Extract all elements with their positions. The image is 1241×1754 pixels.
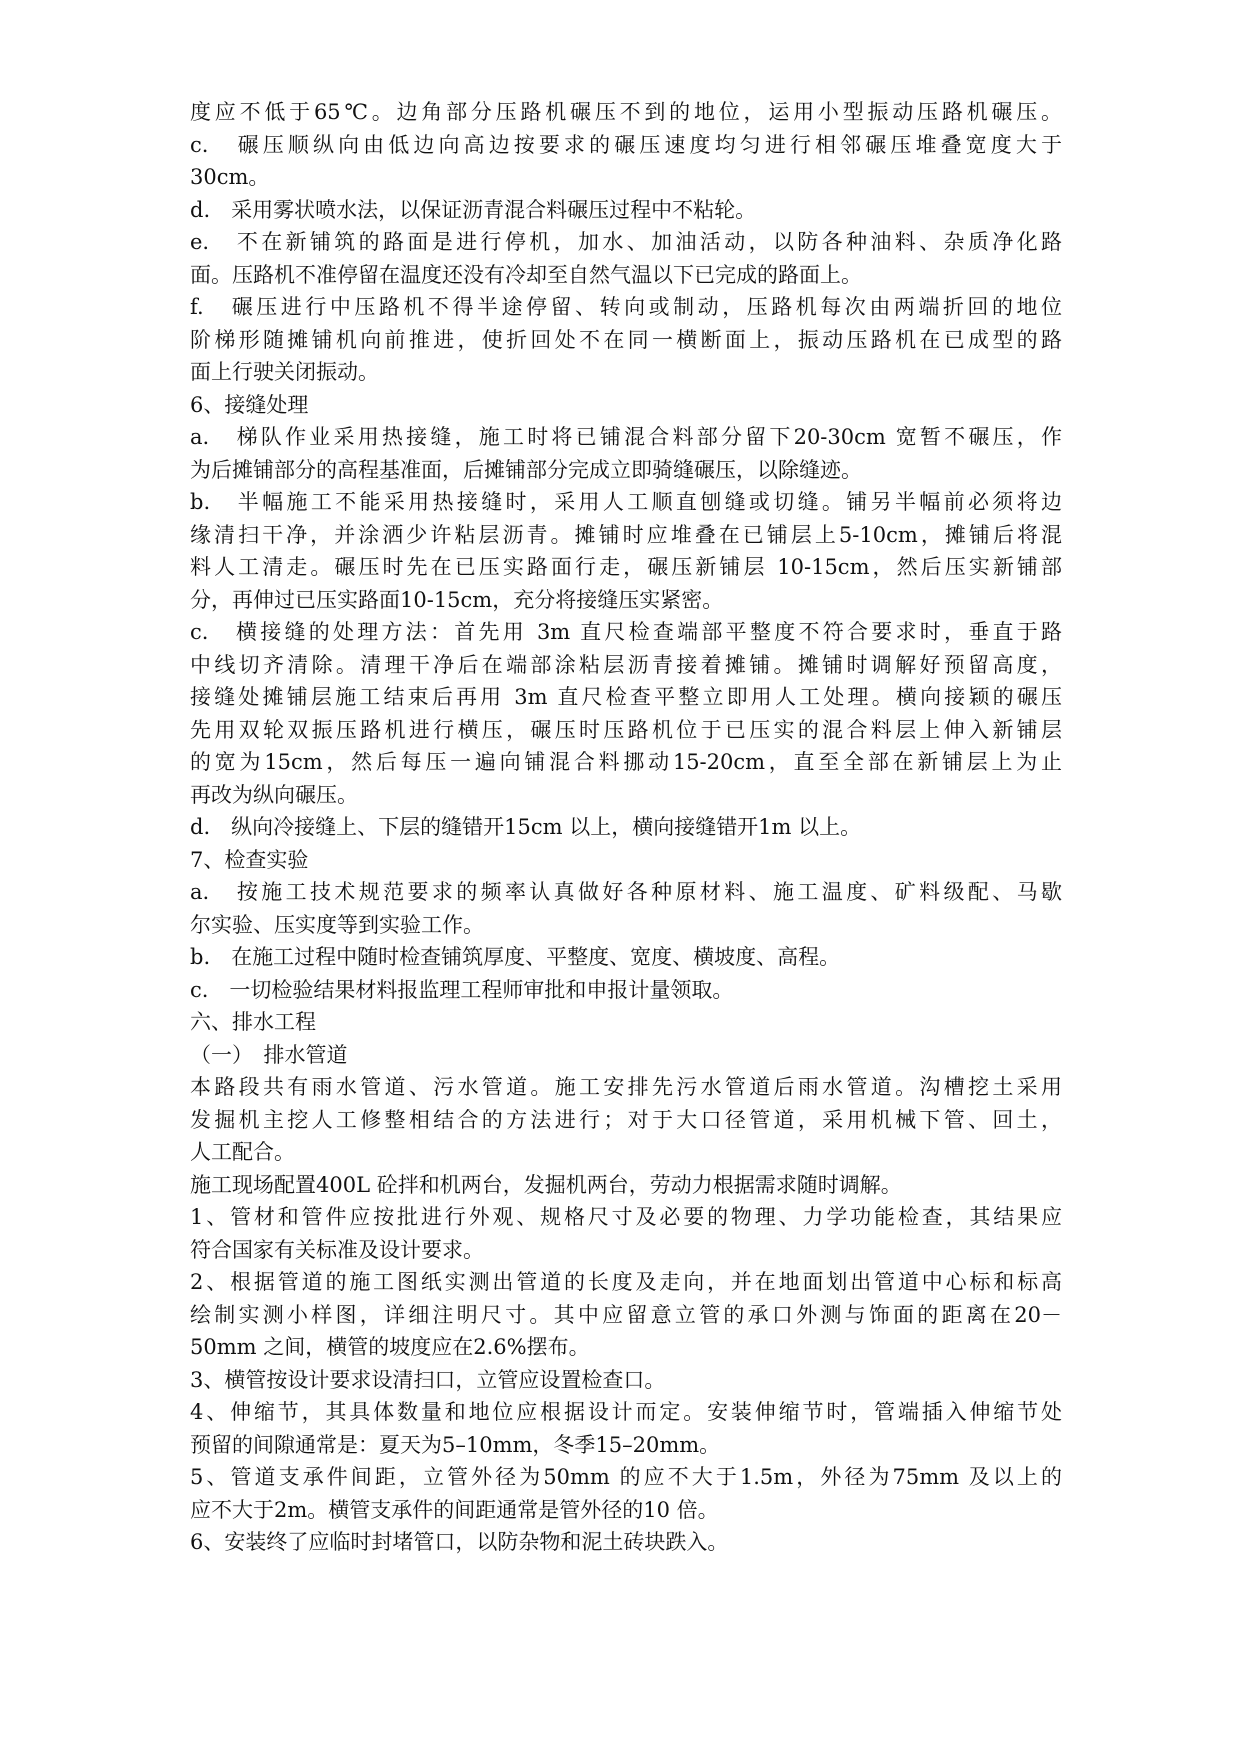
text-line: 发掘机主挖人工修整相结合的方法进行；对于大口径管道，采用机械下管、回土，	[190, 1107, 1062, 1132]
document-body	[190, 96, 1062, 1559]
text-line: e. 不在新铺筑的路面是进行停机，加水、加油活动，以防各种油料、杂质净化路	[190, 230, 1062, 254]
text-line: 的宽为15cm，然后每压一遍向铺混合料挪动15-20cm，直至全部在新铺层上为止	[190, 750, 1062, 774]
text-line: 本路段共有雨水管道、污水管道。施工安排先污水管道后雨水管道。沟槽挖土采用	[190, 1075, 1062, 1099]
text-line: 2、根据管道的施工图纸实测出管道的长度及走向，并在地面划出管道中心标和标高	[190, 1270, 1062, 1294]
text-line: 符合国家有关标准及设计要求。	[190, 1237, 484, 1262]
text-line: 30cm。	[190, 165, 270, 189]
text-line: d. 纵向冷接缝上、下层的缝错开15cm 以上，横向接缝错开1m 以上。	[190, 815, 862, 839]
text-line: 面上行驶关闭振动。	[190, 360, 379, 384]
text-line: f. 碾压进行中压路机不得半途停留、转向或制动，压路机每次由两端折回的地位	[190, 295, 1062, 319]
text-line: c. 一切检验结果材料报监理工程师审批和申报计量领取。	[190, 977, 734, 1002]
chapter-heading: 六、排水工程	[190, 1010, 316, 1034]
text-line: a. 按施工技术规范要求的频率认真做好各种原材料、施工温度、矿料级配、马歇	[190, 880, 1062, 904]
subsection-heading: （一） 排水管道	[190, 1042, 348, 1067]
text-line: 料人工清走。碾压时先在已压实路面行走，碾压新铺层 10-15cm，然后压实新铺部	[190, 555, 1062, 579]
text-line: 尔实验、压实度等到实验工作。	[190, 912, 484, 937]
text-line: 1、管材和管件应按批进行外观、规格尺寸及必要的物理、力学功能检查，其结果应	[190, 1205, 1062, 1229]
text-line: 分，再伸过已压实路面10-15cm，充分将接缝压实紧密。	[190, 587, 724, 612]
text-line: 度应不低于65℃。边角部分压路机碾压不到的地位，运用小型振动压路机碾压。	[190, 100, 1062, 124]
text-line: 3、横管按设计要求设清扫口，立管应设置检查口。	[190, 1367, 666, 1392]
text-line: 绘制实测小样图，详细注明尺寸。其中应留意立管的承口外测与饰面的距离在20－	[190, 1302, 1062, 1327]
text-line: 再改为纵向碾压。	[190, 782, 358, 807]
text-line: 面。压路机不准停留在温度还没有冷却至自然气温以下已完成的路面上。	[190, 262, 862, 287]
text-line: 阶梯形随摊铺机向前推进，使折回处不在同一横断面上，振动压路机在已成型的路	[190, 327, 1062, 352]
section-heading: 6、接缝处理	[190, 392, 309, 417]
text-line: c. 碾压顺纵向由低边向高边按要求的碾压速度均匀进行相邻碾压堆叠宽度大于	[190, 132, 1062, 157]
text-line: 施工现场配置400L 砼拌和机两台，发掘机两台，劳动力根据需求随时调解。	[190, 1172, 902, 1197]
text-line: 中线切齐清除。清理干净后在端部涂粘层沥青接着摊铺。摊铺时调解好预留高度，	[190, 652, 1062, 677]
text-line: 缘清扫干净，并涂洒少许粘层沥青。摊铺时应堆叠在已铺层上5-10cm，摊铺后将混	[190, 522, 1062, 547]
text-line: 预留的间隙通常是：夏天为5–10mm，冬季15–20mm。	[190, 1432, 721, 1457]
text-line: c. 横接缝的处理方法：首先用 3m 直尺检查端部平整度不符合要求时，垂直于路	[190, 620, 1062, 644]
text-line: 为后摊铺部分的高程基准面，后摊铺部分完成立即骑缝碾压，以除缝迹。	[190, 457, 862, 482]
text-line: b. 半幅施工不能采用热接缝时，采用人工顺直刨缝或切缝。铺另半幅前必须将边	[190, 490, 1062, 514]
text-line: 先用双轮双振压路机进行横压，碾压时压路机位于已压实的混合料层上伸入新铺层	[190, 717, 1062, 742]
section-heading: 7、检查实验	[190, 847, 309, 872]
text-line: 4、伸缩节，其具体数量和地位应根据设计而定。安装伸缩节时，管端插入伸缩节处	[190, 1400, 1062, 1424]
text-line: 接缝处摊铺层施工结束后再用 3m 直尺检查平整立即用人工处理。横向接颖的碾压	[190, 685, 1062, 709]
text-line: 应不大于2m。横管支承件的间距通常是管外径的10 倍。	[190, 1497, 719, 1522]
text-line: 6、安装终了应临时封堵管口，以防杂物和泥土砖块跌入。	[190, 1530, 729, 1554]
text-line: d. 采用雾状喷水法，以保证沥青混合料碾压过程中不粘轮。	[190, 197, 757, 222]
text-line: a. 梯队作业采用热接缝，施工时将已铺混合料部分留下20-30cm 宽暂不碾压，作	[190, 425, 1062, 449]
text-line: 人工配合。	[190, 1140, 295, 1164]
text-line: 5、管道支承件间距，立管外径为50mm 的应不大于1.5m，外径为75mm 及以上的	[190, 1465, 1062, 1489]
text-line: 50mm 之间，横管的坡度应在2.6%摆布。	[190, 1335, 590, 1359]
text-line: b. 在施工过程中随时检查铺筑厚度、平整度、宽度、横坡度、高程。	[190, 945, 841, 969]
